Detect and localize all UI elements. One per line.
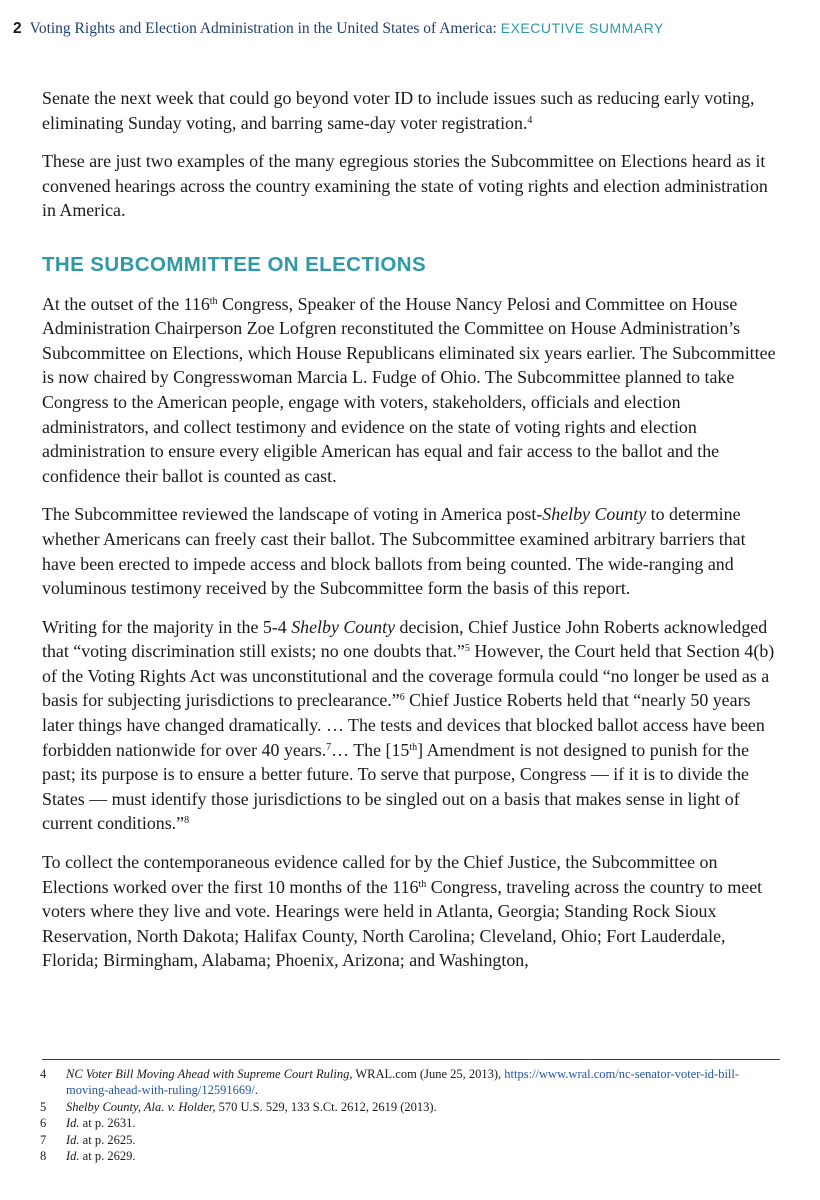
ordinal-suffix: th [409, 741, 418, 753]
footnote-6 [40, 1115, 780, 1131]
paragraph-roberts [42, 615, 782, 836]
footnote-link[interactable]: https://www.wral.com/nc-senator-voter-id-bill-moving-ahead-with-ruling/12591669/ [66, 1067, 740, 1098]
paragraph-examples: These are just two examples of the many egregious stories the Subcommittee on Elections heard as it convened hearings across the country examining the state of voting rights and election administration in America. [42, 151, 768, 221]
ordinal-suffix: th [418, 878, 427, 890]
footnote-7 [40, 1132, 780, 1148]
footnote-title: Shelby County, Ala. v. Holder, [66, 1099, 216, 1114]
paragraph-text: ] Amendment is not designed to punish for the past; its purpose is to ensure a better future. To serve that purpose, Congress — if it is to divide the States — must identify those jurisdictions to be singled out on a basis that makes sense in light of current conditions.” [42, 739, 750, 834]
footnote-ref-4: 4 [527, 114, 533, 126]
paragraph-text: Senate the next week that could go beyond voter ID to include issues such as reducing early voting, eliminating Sunday voting, and barring same-day voter registration. [42, 88, 755, 133]
footnote-4 [40, 1066, 780, 1099]
paragraph-text: The Subcommittee reviewed the landscape of voting in America post- [42, 504, 543, 525]
footnote-divider [42, 1059, 780, 1060]
footnote-citation: at p. 2629. [79, 1149, 136, 1164]
footnote-number: 4 [40, 1067, 47, 1081]
footnote-punctuation: . [254, 1083, 258, 1098]
footnote-citation: at p. 2625. [79, 1132, 136, 1147]
paragraph-text: Congress, Speaker of the House Nancy Pelosi and Committee on House Administration Chairperson Zoe Lofgren reconstituted the Committee on House Administration’s Subcommittee on Elections, which House Republicans eliminated six years earlier. The Subcommittee is now chaired by Congresswoman Marcia L. Fudge of Ohio. The Subcommittee planned to take Congress to the American people, engage with voters, stakeholders, officials and election administrators, and collect testimony and evidence on the state of voting rights and election administration to ensure every eligible American has equal and fair access to the ballot and the confidence their ballot is counted as cast. [42, 293, 776, 486]
header-title: Voting Rights and Election Administration in the United States of America: [29, 20, 497, 37]
paragraph-text: decision, Chief Justice John Roberts acknowledged that “voting discrimination still exists; no one doubts that.” [42, 616, 768, 662]
footnote-ref-5: 5 [464, 643, 470, 655]
paragraph-outset [42, 292, 782, 489]
footnote-title: Id. [66, 1132, 80, 1147]
main-body [42, 86, 782, 987]
footnote-citation: at p. 2631. [79, 1116, 136, 1131]
header-section-label: EXECUTIVE SUMMARY [500, 20, 664, 36]
footnote-title: Id. [66, 1116, 80, 1131]
footnote-number: 7 [40, 1132, 47, 1147]
paragraph-hearings [42, 850, 782, 973]
footnote-citation: 570 U.S. 529, 133 S.Ct. 2612, 2619 (2013). [215, 1099, 437, 1114]
ordinal-suffix: th [209, 295, 218, 307]
case-name: Shelby County [542, 504, 647, 525]
footnote-ref-6: 6 [399, 692, 405, 704]
footnote-number: 6 [40, 1116, 47, 1131]
footnote-text [66, 1148, 780, 1164]
footnote-ref-8: 8 [184, 815, 190, 827]
section-heading: THE SUBCOMMITTEE ON ELECTIONS [42, 252, 427, 276]
case-name: Shelby County [291, 616, 396, 637]
paragraph-text: Chief Justice Roberts held that “nearly 50 years later things have changed dramatically. … The tests and devices that blocked ballot access have been forbidden nationwide for over 40 years. [42, 690, 765, 760]
paragraph-landscape [42, 502, 782, 600]
footnote-ref-7: 7 [326, 741, 332, 753]
paragraph-text: to determine whether Americans can freely cast their ballot. The Subcommittee examined arbitrary barriers that have been erected to impede access and block ballots from being counted. The wide-ranging and voluminous testimony received by the Subcommittee form the basis of this report. [42, 504, 746, 599]
paragraph-text: At the outset of the 116 [42, 293, 210, 314]
footnote-number: 8 [40, 1149, 47, 1164]
page-number: 2 [13, 20, 22, 37]
paragraph-continuation [42, 86, 782, 135]
footnote-text [66, 1099, 780, 1115]
footnote-text [66, 1115, 780, 1131]
footnote-title: NC Voter Bill Moving Ahead with Supreme Court Ruling [66, 1067, 350, 1081]
paragraph-text: … The [15 [331, 739, 410, 760]
footnote-text [66, 1132, 780, 1148]
footnote-title: Id. [66, 1149, 80, 1164]
footnote-5 [40, 1099, 780, 1115]
paragraph-text: Congress, traveling across the country to meet voters where they live and vote. Hearings were held in Atlanta, Georgia; Standing Rock Sioux Reservation, North Dakota; Halifax County, North Carolina; Cleveland, Ohio; Fort Lauderdale, Florida; Birmingham, Alabama; Phoenix, Arizona; and Washington, [42, 876, 763, 971]
footnote-citation: , WRAL.com (June 25, 2013), [349, 1067, 505, 1081]
running-header [13, 20, 664, 38]
footnotes [40, 1066, 780, 1164]
paragraph-text: Writing for the majority in the 5-4 [42, 616, 292, 637]
paragraph-text: However, the Court held that Section 4(b) of the Voting Rights Act was unconstitutional and the coverage formula could “no longer be used as a basis for subjecting jurisdictions to preclearance.” [42, 641, 775, 711]
footnote-text [66, 1066, 780, 1099]
paragraph-text: To collect the contemporaneous evidence called for by the Chief Justice, the Subcommittee on Elections worked over the first 10 months of the 116 [42, 852, 718, 897]
footnote-number: 5 [40, 1099, 47, 1114]
footnote-8 [40, 1148, 780, 1164]
